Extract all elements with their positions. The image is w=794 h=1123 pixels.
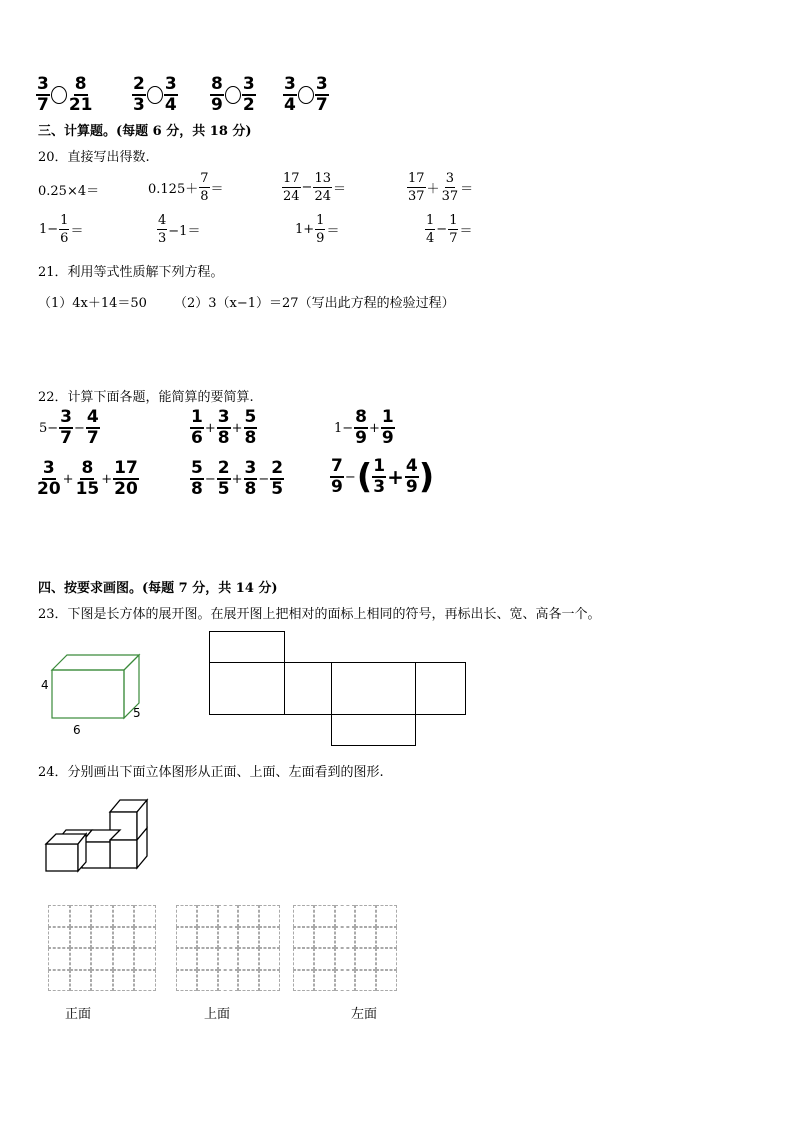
fraction: $\frac{2}{3}$ [133, 74, 145, 115]
grid-cell[interactable] [355, 948, 376, 970]
equation: （1）4x＋14＝50 [38, 296, 147, 311]
grid-cell[interactable] [355, 927, 376, 949]
net-face-side-2[interactable] [415, 662, 466, 715]
question-title: 24．分别画出下面立体图形从正面、上面、左面看到的图形. [38, 765, 384, 780]
grid-cell[interactable] [259, 948, 280, 970]
expression: 0.25×4＝ [38, 184, 100, 199]
question-title: 20．直接写出得数. [38, 150, 150, 165]
compare-circle[interactable] [147, 86, 163, 104]
compare-circle[interactable] [51, 86, 67, 104]
expression: $\frac{5}{8}$ − $\frac{2}{5}$ + $\frac{3}{8}$ − $\frac{2}{5}$ [191, 458, 284, 499]
grid-cell[interactable] [134, 905, 156, 927]
grid-cell[interactable] [91, 927, 113, 949]
question-title: 22．计算下面各题，能简算的要简算. [38, 390, 254, 405]
grid-cell[interactable] [197, 970, 218, 992]
grid-cell[interactable] [176, 970, 197, 992]
grid-cell[interactable] [197, 905, 218, 927]
grid-cell[interactable] [70, 948, 92, 970]
cuboid-figure [38, 650, 158, 740]
expression: 1− $\frac{8}{9}$ + $\frac{1}{9}$ [334, 407, 394, 448]
grid-cell[interactable] [259, 970, 280, 992]
grid-cell[interactable] [197, 927, 218, 949]
grid-cell[interactable] [293, 927, 314, 949]
answer-grid-front[interactable] [48, 905, 156, 991]
grid-cell[interactable] [314, 970, 335, 992]
answer-grid-left[interactable] [293, 905, 397, 991]
grid-cell[interactable] [314, 948, 335, 970]
grid-cell[interactable] [238, 948, 259, 970]
height-label: 4 [41, 678, 49, 692]
net-face-front[interactable] [209, 662, 285, 715]
grid-cell[interactable] [113, 948, 135, 970]
grid-cell[interactable] [218, 905, 239, 927]
grid-cell[interactable] [70, 905, 92, 927]
expression: 0.125＋ $\frac{7}{8}$ ＝ [148, 171, 224, 204]
fraction: $\frac{3}{7}$ [315, 74, 328, 115]
grid-cell[interactable] [335, 927, 356, 949]
grid-cell[interactable] [48, 970, 70, 992]
grid-cell[interactable] [314, 905, 335, 927]
grid-cell[interactable] [376, 970, 397, 992]
expression: $\frac{7}{9}$ − ( $\frac{1}{3}$ + $\frac{4}{9}$ ) [331, 456, 435, 497]
grid-cell[interactable] [238, 927, 259, 949]
expression: $\frac{17}{37}$ ＋ $\frac{3}{37}$ ＝ [408, 171, 474, 204]
fraction: $\frac{8}{21}$ [68, 74, 93, 115]
grid-cell[interactable] [335, 970, 356, 992]
top-view-label: 上面 [204, 1007, 231, 1022]
grid-cell[interactable] [218, 927, 239, 949]
net-face-bottom[interactable] [331, 714, 416, 746]
grid-cell[interactable] [293, 970, 314, 992]
compare-row [210, 76, 256, 114]
grid-cell[interactable] [113, 927, 135, 949]
grid-cell[interactable] [134, 970, 156, 992]
equation: （2）3（x−1）＝27（写出此方程的检验过程） [174, 296, 455, 311]
net-face-side[interactable] [284, 662, 332, 715]
compare-circle[interactable] [225, 86, 241, 104]
expression: $\frac{17}{24}$ − $\frac{13}{24}$ ＝ [283, 171, 347, 204]
grid-cell[interactable] [218, 970, 239, 992]
grid-cell[interactable] [91, 970, 113, 992]
fraction: $\frac{3}{7}$ [37, 74, 49, 115]
net-face-top[interactable] [209, 631, 285, 663]
front-view-label: 正面 [65, 1007, 92, 1022]
compare-circle[interactable] [298, 86, 314, 104]
grid-cell[interactable] [48, 905, 70, 927]
grid-cell[interactable] [376, 905, 397, 927]
grid-cell[interactable] [70, 927, 92, 949]
fraction: $\frac{3}{4}$ [164, 74, 177, 115]
grid-cell[interactable] [238, 970, 259, 992]
grid-cell[interactable] [314, 927, 335, 949]
fraction: $\frac{3}{2}$ [242, 74, 255, 115]
grid-cell[interactable] [91, 905, 113, 927]
net-face-back[interactable] [331, 662, 416, 715]
grid-cell[interactable] [113, 970, 135, 992]
grid-cell[interactable] [176, 927, 197, 949]
grid-cell[interactable] [335, 948, 356, 970]
fraction: $\frac{8}{9}$ [211, 74, 223, 115]
grid-cell[interactable] [355, 970, 376, 992]
section-heading: 三、计算题。(每题 6 分，共 18 分) [38, 124, 252, 139]
grid-cell[interactable] [218, 948, 239, 970]
expression: $\frac{1}{4}$ − $\frac{1}{7}$ ＝ [426, 213, 473, 246]
grid-cell[interactable] [176, 948, 197, 970]
grid-cell[interactable] [48, 948, 70, 970]
grid-cell[interactable] [134, 927, 156, 949]
grid-cell[interactable] [259, 905, 280, 927]
expression: 1− $\frac{1}{6}$ ＝ [39, 213, 84, 246]
grid-cell[interactable] [91, 948, 113, 970]
grid-cell[interactable] [176, 905, 197, 927]
grid-cell[interactable] [355, 905, 376, 927]
grid-cell[interactable] [293, 948, 314, 970]
grid-cell[interactable] [113, 905, 135, 927]
grid-cell[interactable] [238, 905, 259, 927]
answer-grid-top[interactable] [176, 905, 280, 991]
grid-cell[interactable] [376, 948, 397, 970]
question-title: 23．下图是长方体的展开图。在展开图上把相对的面标上相同的符号，再标出长、宽、高各一个。 [38, 607, 601, 622]
grid-cell[interactable] [197, 948, 218, 970]
expression: $\frac{4}{3}$ −1＝ [158, 213, 201, 246]
length-label: 6 [73, 723, 81, 737]
compare-row [283, 76, 329, 114]
grid-cell[interactable] [376, 927, 397, 949]
width-label: 5 [133, 706, 141, 720]
fraction: $\frac{3}{4}$ [284, 74, 296, 115]
question-title: 21．利用等式性质解下列方程。 [38, 265, 224, 280]
compare-row [36, 76, 94, 114]
grid-cell[interactable] [259, 927, 280, 949]
expression: $\frac{1}{6}$ + $\frac{3}{8}$ + $\frac{5}{8}$ [191, 407, 257, 448]
expression: $\frac{3}{20}$ + $\frac{8}{15}$ + $\frac{17}{20}$ [37, 458, 138, 499]
grid-cell[interactable] [134, 948, 156, 970]
left-view-label: 左面 [351, 1007, 378, 1022]
grid-cell[interactable] [293, 905, 314, 927]
section-heading: 四、按要求画图。(每题 7 分，共 14 分) [38, 581, 278, 596]
grid-cell[interactable] [335, 905, 356, 927]
cube-stack-figure [42, 796, 152, 876]
expression: 1+ $\frac{1}{9}$ ＝ [295, 213, 340, 246]
grid-cell[interactable] [70, 970, 92, 992]
grid-cell[interactable] [48, 927, 70, 949]
compare-row [132, 76, 178, 114]
expression: 5− $\frac{3}{7}$ − $\frac{4}{7}$ [39, 407, 99, 448]
